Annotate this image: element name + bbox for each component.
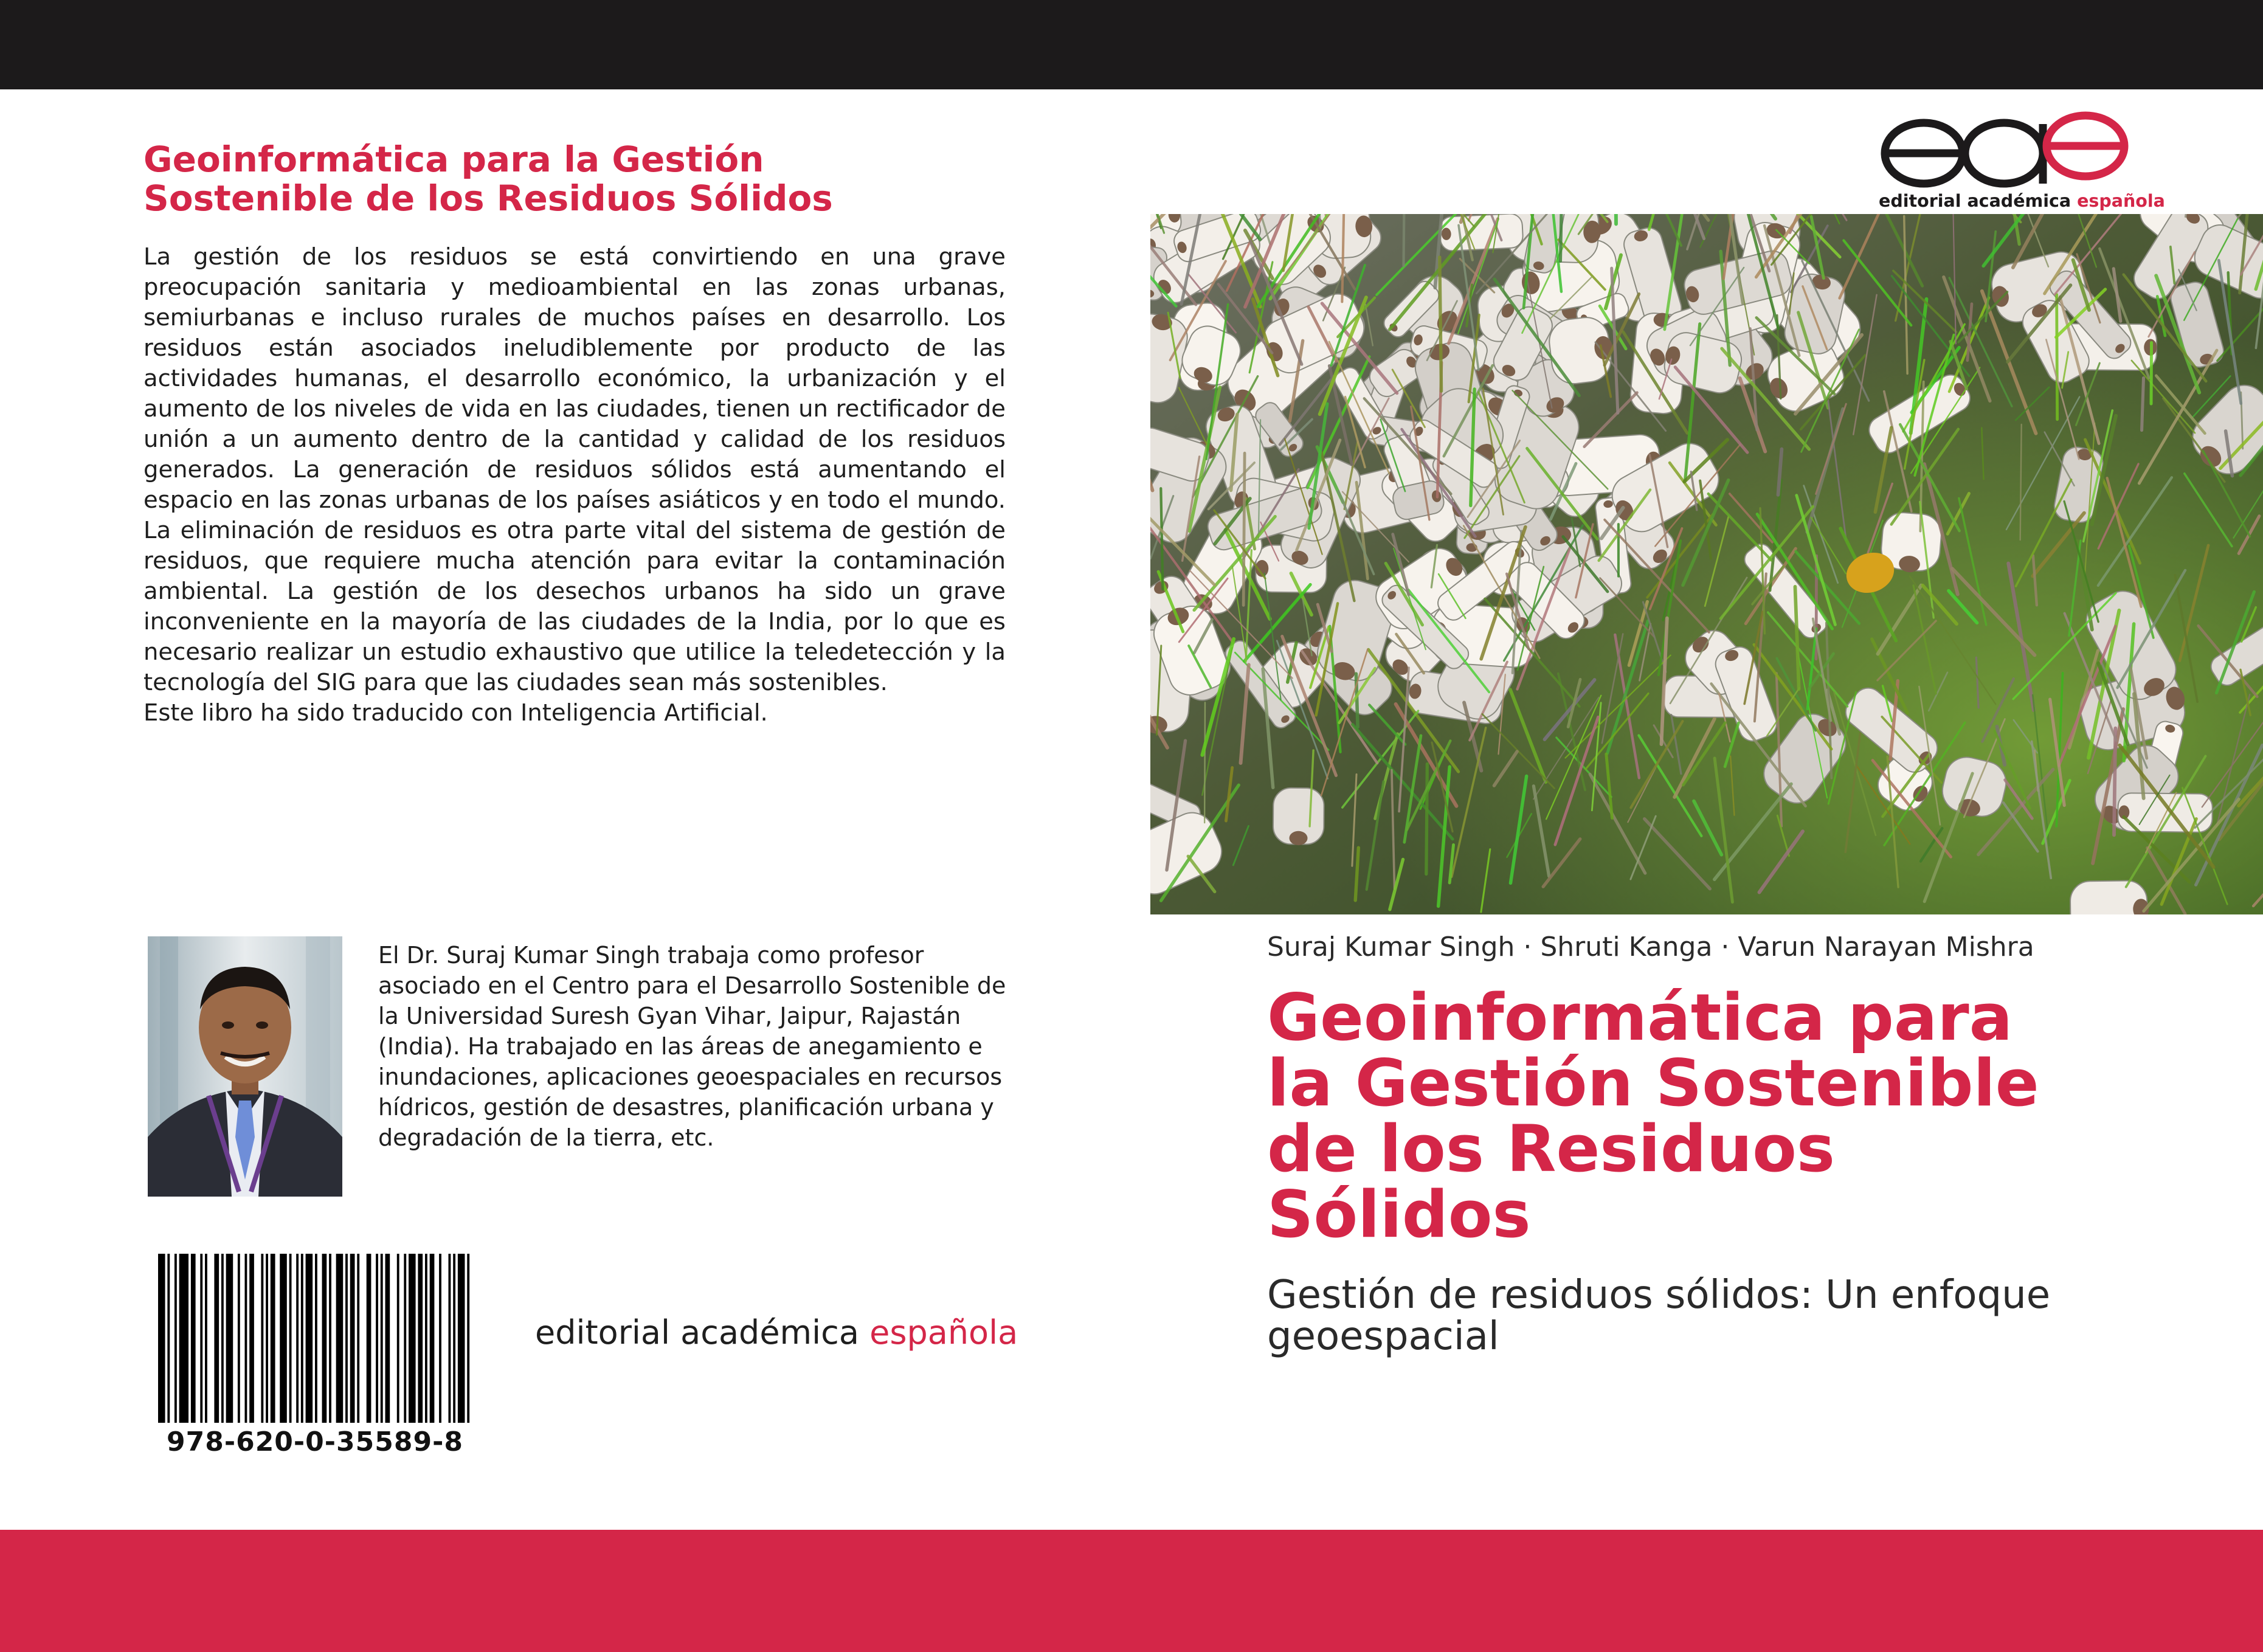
front-authors: Suraj Kumar Singh · Shruti Kanga · Varun Narayan Mishra — [1267, 931, 2034, 963]
barcode-bar — [266, 1254, 268, 1423]
barcode-bar — [381, 1254, 383, 1423]
author-photo — [148, 936, 342, 1197]
barcode-bar — [448, 1254, 451, 1423]
barcode-bar — [404, 1254, 406, 1423]
barcode-bar — [214, 1254, 219, 1423]
front-cover-title — [1267, 980, 2203, 1252]
barcode-bar — [205, 1254, 207, 1423]
barcode-bar — [322, 1254, 327, 1423]
barcode-bar — [367, 1254, 371, 1423]
barcode-bar — [425, 1254, 427, 1423]
barcode-bar — [439, 1254, 441, 1423]
back-title-line-1: Geoinformática para la Gestión — [143, 139, 764, 180]
barcode-bar — [174, 1254, 177, 1423]
front-title-line-4: Sólidos — [1267, 1177, 1531, 1252]
barcode-bar — [200, 1254, 202, 1423]
front-subtitle-line-1: Gestión de residuos sólidos: Un enfoque — [1267, 1273, 2051, 1318]
front-subtitle-line-2: geoespacial — [1267, 1314, 1499, 1359]
imprint-accent-text: española — [869, 1313, 1018, 1352]
eae-logo-mark — [1879, 108, 2129, 190]
barcode-bar — [280, 1254, 287, 1423]
barcode-bar — [158, 1254, 165, 1423]
barcode-bar — [397, 1254, 399, 1423]
barcode-bar — [315, 1254, 317, 1423]
barcode-bar — [289, 1254, 292, 1423]
front-title-line-1: Geoinformática para — [1267, 980, 2013, 1055]
back-cover-title — [143, 140, 1013, 218]
barcode-bar — [167, 1254, 170, 1423]
barcode-bar — [357, 1254, 359, 1423]
barcode-bar — [345, 1254, 348, 1423]
barcode-bar — [244, 1254, 247, 1423]
ai-translation-note: Este libro ha sido traducido con Inteligencia Artificial. — [143, 699, 768, 727]
isbn-barcode — [158, 1254, 472, 1423]
barcode-bar — [376, 1254, 378, 1423]
imprint-main-text: editorial académica — [535, 1313, 870, 1352]
back-title-line-2: Sostenible de los Residuos Sólidos — [143, 178, 833, 219]
author-bio: El Dr. Suraj Kumar Singh trabaja como profesor asociado en el Centro para el Desarrollo Sostenible de la Universidad Suresh Gyan Vihar, Jaipur, Rajastán (India). Ha trabajado en las áreas de anegamiento e inundaciones, aplicaciones geoespaciales en recursos hídricos, gestión de desastres, planificación urbana y degradación de la tierra, etc. — [378, 942, 1006, 1151]
front-subtitle — [1267, 1274, 2216, 1357]
barcode-bar — [350, 1254, 355, 1423]
front-title-line-2: la Gestión Sostenible — [1267, 1046, 2039, 1121]
barcode-bar — [385, 1254, 390, 1423]
barcode-bar — [329, 1254, 331, 1423]
top-dark-bar — [0, 0, 2263, 89]
plastic-bottles-in-grass-image — [1150, 214, 2263, 914]
barcode-bar — [226, 1254, 233, 1423]
barcode-bar — [271, 1254, 275, 1423]
logo-caption-main: editorial académica — [1879, 191, 2078, 211]
barcode-bar — [296, 1254, 299, 1423]
barcode-bar — [430, 1254, 435, 1423]
cover-photo — [1150, 214, 2263, 914]
barcode-bar — [191, 1254, 196, 1423]
logo-caption-accent: española — [2077, 191, 2165, 211]
logo-caption — [1879, 191, 2165, 211]
barcode-bar — [458, 1254, 465, 1423]
back-imprint — [535, 1313, 1018, 1352]
author-portrait-image — [148, 936, 342, 1197]
publisher-logo — [1879, 108, 2165, 213]
barcode-bar — [301, 1254, 303, 1423]
barcode-bar — [453, 1254, 455, 1423]
barcode-bar — [336, 1254, 344, 1423]
barcode-bar — [418, 1254, 423, 1423]
barcode-bar — [409, 1254, 416, 1423]
barcode-bar — [221, 1254, 224, 1423]
barcode-bar — [249, 1254, 254, 1423]
blurb-text: La gestión de los residuos se está convirtiendo en una grave preocupación sanitaria y medioambiental en las zonas urbanas, semiurbanas e incluso rurales de muchos países en desarrollo. Los residuos están asociados ineludiblemente por producto de las actividades humanas, el desarrollo económico, la urbanización y el aumento de los niveles de vida en las ciudades, tienen un rectificador de unión a un aumento dentro de la cantidad y calidad de los residuos generados. La generación de residuos sólidos está aumentando el espacio en las zonas urbanas de los países asiáticos y en todo el mundo. La eliminación de residuos es otra parte vital del sistema de gestión de residuos, que requiere mucha atención para evitar la contaminación ambiental. La gestión de los desechos urbanos ha sido un grave inconveniente en la mayoría de las ciudades de la India, por lo que es necesario realizar un estudio exhaustivo que utilice la teledetección y la tecnología del SIG para que las ciudades sean más sostenibles. — [143, 243, 1006, 696]
barcode-bar — [238, 1254, 240, 1423]
barcode-bar — [261, 1254, 263, 1423]
isbn-number: 978-620-0-35589-8 — [166, 1426, 464, 1457]
barcode-bar — [467, 1254, 469, 1423]
bottom-accent-bar — [0, 1530, 2263, 1652]
back-cover-blurb — [143, 242, 1006, 728]
barcode-bar — [179, 1254, 188, 1423]
barcode-bar — [306, 1254, 313, 1423]
front-title-line-3: de los Residuos — [1267, 1111, 1836, 1186]
